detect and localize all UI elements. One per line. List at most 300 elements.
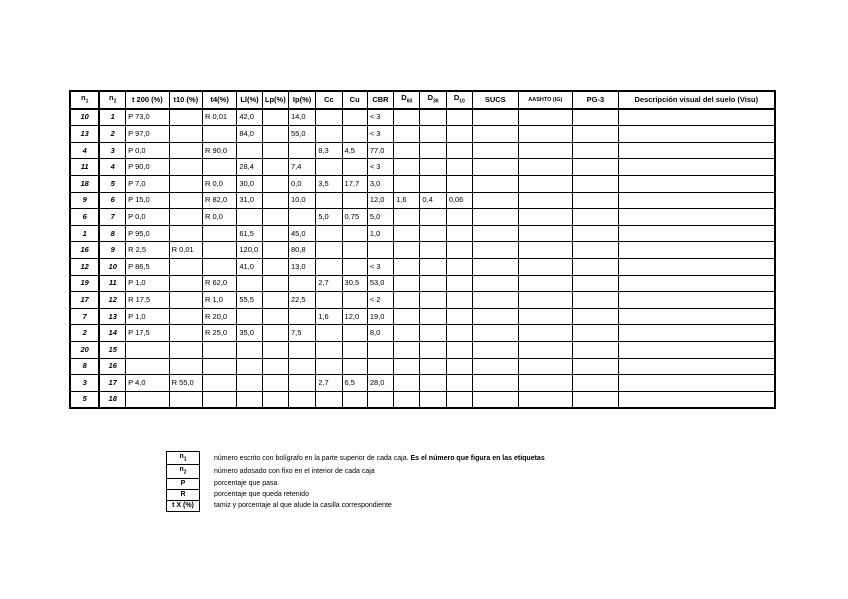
table-row: [70, 142, 775, 159]
table-cell: 2,7: [316, 275, 342, 292]
table-row: [70, 209, 775, 226]
table-cell: R 82,0: [202, 192, 236, 209]
table-cell: R 20,0: [202, 308, 236, 325]
table-cell: 61,5: [237, 225, 262, 242]
table-cell: [446, 142, 472, 159]
table-cell: P 73,0: [126, 109, 169, 126]
table-cell: 17,7: [342, 175, 367, 192]
col-header-aashto: AASHTO (IG): [518, 91, 573, 109]
table-cell: [473, 109, 519, 126]
table-cell: 3: [99, 142, 125, 159]
table-cell: 13,0: [288, 258, 315, 275]
table-cell: [262, 225, 288, 242]
table-cell: [126, 358, 169, 375]
table-cell: [316, 126, 342, 143]
table-cell: [420, 292, 446, 309]
table-cell: [518, 358, 573, 375]
table-cell: 16: [99, 358, 125, 375]
table-cell: [262, 258, 288, 275]
table-cell: [618, 275, 775, 292]
table-cell: 7: [99, 209, 125, 226]
table-row: [70, 242, 775, 259]
table-cell: [618, 225, 775, 242]
table-cell: P 97,0: [126, 126, 169, 143]
table-cell: [288, 275, 315, 292]
table-cell: 30,0: [237, 175, 262, 192]
table-row: [70, 292, 775, 309]
table-cell: [342, 341, 367, 358]
table-cell: [420, 126, 446, 143]
header-row: [70, 91, 775, 109]
table-cell: [446, 159, 472, 176]
table-cell: [420, 175, 446, 192]
table-cell: [169, 341, 202, 358]
table-cell: [342, 258, 367, 275]
table-cell: [473, 308, 519, 325]
table-cell: [316, 341, 342, 358]
table-cell: [518, 308, 573, 325]
table-cell: [518, 325, 573, 342]
table-cell: [394, 308, 420, 325]
table-cell: [394, 209, 420, 226]
table-cell: 8,3: [316, 142, 342, 159]
table-cell: [420, 275, 446, 292]
table-cell: [618, 375, 775, 392]
legend-item: [167, 500, 550, 511]
table-cell: 13: [70, 126, 99, 143]
table-cell: [573, 292, 619, 309]
table-cell: 14,0: [288, 109, 315, 126]
table-cell: [420, 341, 446, 358]
table-cell: [169, 126, 202, 143]
table-cell: [169, 109, 202, 126]
table-cell: [262, 375, 288, 392]
legend-symbol: P: [167, 478, 200, 489]
table-cell: [446, 175, 472, 192]
table-cell: 10,0: [288, 192, 315, 209]
table-cell: 55,0: [288, 126, 315, 143]
table-row: [70, 192, 775, 209]
table-cell: < 3: [367, 109, 393, 126]
table-cell: [262, 242, 288, 259]
table-cell: 12,0: [367, 192, 393, 209]
table-cell: [394, 341, 420, 358]
table-cell: 28,4: [237, 159, 262, 176]
table-cell: [446, 242, 472, 259]
table-cell: 18: [70, 175, 99, 192]
table-cell: [446, 225, 472, 242]
table-cell: [367, 242, 393, 259]
table-row: [70, 258, 775, 275]
table-cell: [342, 159, 367, 176]
table-cell: [446, 358, 472, 375]
table-cell: [316, 225, 342, 242]
table-cell: [262, 142, 288, 159]
table-cell: [288, 308, 315, 325]
col-header-d30: $D_{30}$: [420, 91, 446, 109]
table-cell: 19,0: [367, 308, 393, 325]
table-body: [70, 109, 775, 409]
table-cell: 8: [70, 358, 99, 375]
table-cell: [237, 142, 262, 159]
table-cell: [420, 209, 446, 226]
table-cell: [202, 242, 236, 259]
table-cell: [473, 341, 519, 358]
table-cell: 8: [99, 225, 125, 242]
table-cell: 8,0: [367, 325, 393, 342]
table-row: [70, 275, 775, 292]
table-cell: 9: [99, 242, 125, 259]
table-cell: [126, 341, 169, 358]
table-cell: 5,0: [316, 209, 342, 226]
table-cell: R 62,0: [202, 275, 236, 292]
table-cell: 0,4: [420, 192, 446, 209]
table-cell: 16: [70, 242, 99, 259]
table-cell: [288, 391, 315, 408]
table-cell: [237, 391, 262, 408]
table-cell: [618, 358, 775, 375]
legend-symbol: R: [167, 489, 200, 500]
table-cell: [342, 292, 367, 309]
table-cell: [367, 341, 393, 358]
table-cell: [573, 391, 619, 408]
table-cell: 45,0: [288, 225, 315, 242]
table-cell: R 0,0: [202, 209, 236, 226]
table-cell: [518, 209, 573, 226]
col-header-lp: Lp(%): [262, 91, 288, 109]
table-cell: [262, 308, 288, 325]
table-cell: [573, 242, 619, 259]
table-cell: 80,8: [288, 242, 315, 259]
table-cell: 53,0: [367, 275, 393, 292]
table-cell: 3: [70, 375, 99, 392]
table-cell: 12: [70, 258, 99, 275]
table-row: [70, 225, 775, 242]
table-cell: [288, 142, 315, 159]
table-cell: [573, 325, 619, 342]
table-cell: 2: [70, 325, 99, 342]
table-cell: 17: [70, 292, 99, 309]
legend-item: [167, 478, 550, 489]
table-cell: [618, 258, 775, 275]
table-cell: [473, 325, 519, 342]
table-cell: < 3: [367, 126, 393, 143]
table-cell: [573, 209, 619, 226]
table-cell: [446, 275, 472, 292]
table-cell: P 90,0: [126, 159, 169, 176]
table-cell: [316, 242, 342, 259]
table-cell: 1,6: [316, 308, 342, 325]
table-row: [70, 126, 775, 143]
table-cell: [237, 209, 262, 226]
table-cell: [262, 192, 288, 209]
table-cell: P 95,0: [126, 225, 169, 242]
table-cell: [420, 109, 446, 126]
table-cell: [169, 209, 202, 226]
legend-symbol: t X (%): [167, 500, 200, 511]
table-cell: [618, 209, 775, 226]
table-cell: [316, 292, 342, 309]
table-cell: [473, 175, 519, 192]
table-cell: [262, 209, 288, 226]
table-cell: [420, 225, 446, 242]
table-cell: [262, 391, 288, 408]
table-cell: [316, 192, 342, 209]
table-cell: [394, 159, 420, 176]
table-cell: [618, 292, 775, 309]
table-cell: [420, 391, 446, 408]
table-cell: [473, 258, 519, 275]
table-cell: R 0,01: [169, 242, 202, 259]
table-row: [70, 358, 775, 375]
table-cell: [446, 292, 472, 309]
table-cell: [316, 258, 342, 275]
table-cell: [237, 341, 262, 358]
table-cell: [473, 275, 519, 292]
table-cell: [342, 225, 367, 242]
col-header-description: Descripción visual del suelo (Visu): [618, 91, 775, 109]
table-cell: [573, 275, 619, 292]
table-cell: [237, 358, 262, 375]
table-cell: [202, 375, 236, 392]
table-cell: [573, 341, 619, 358]
col-header-d60: $D_{60}$: [394, 91, 420, 109]
table-row: [70, 375, 775, 392]
table-cell: 84,0: [237, 126, 262, 143]
table-cell: [518, 225, 573, 242]
table-cell: [618, 109, 775, 126]
table-cell: 42,0: [237, 109, 262, 126]
table-cell: [202, 341, 236, 358]
legend-body: [167, 452, 550, 512]
table-cell: [618, 341, 775, 358]
table-cell: [394, 109, 420, 126]
table-cell: 10: [99, 258, 125, 275]
table-row: [70, 175, 775, 192]
table-cell: [446, 341, 472, 358]
table-cell: [573, 375, 619, 392]
legend-description: número escrito con bolígrafo en la parte superior de cada caja. Es el número que figura en las etiquetas: [214, 454, 545, 462]
table-cell: 4,5: [342, 142, 367, 159]
table-cell: 5: [70, 391, 99, 408]
table-cell: R 90,0: [202, 142, 236, 159]
table-cell: [420, 258, 446, 275]
legend-item: [167, 489, 550, 500]
legend-description: porcentaje que queda retenido: [214, 491, 309, 499]
table-cell: [446, 375, 472, 392]
table-cell: 7: [70, 308, 99, 325]
table-cell: [342, 358, 367, 375]
table-cell: [169, 292, 202, 309]
table-cell: P 4,0: [126, 375, 169, 392]
table-cell: [262, 325, 288, 342]
table-cell: [169, 275, 202, 292]
table-cell: 18: [99, 391, 125, 408]
table-cell: 15: [99, 341, 125, 358]
col-header-cc: Cc: [316, 91, 342, 109]
table-cell: [518, 126, 573, 143]
table-cell: 14: [99, 325, 125, 342]
table-cell: P 1,0: [126, 275, 169, 292]
table-cell: [573, 109, 619, 126]
table-cell: 10: [70, 109, 99, 126]
table-cell: [169, 175, 202, 192]
table-cell: [420, 375, 446, 392]
table-cell: [202, 126, 236, 143]
table-cell: [473, 192, 519, 209]
table-cell: [316, 325, 342, 342]
table-cell: [288, 341, 315, 358]
table-cell: [446, 209, 472, 226]
table-cell: [316, 391, 342, 408]
table-cell: [316, 109, 342, 126]
table-cell: P 0,0: [126, 142, 169, 159]
table-row: [70, 325, 775, 342]
table-cell: [518, 109, 573, 126]
table-cell: 2: [99, 126, 125, 143]
col-header-sucs: SUCS: [473, 91, 519, 109]
table-cell: [342, 192, 367, 209]
table-cell: [367, 391, 393, 408]
table-cell: [262, 175, 288, 192]
col-header-pg3: PG-3: [573, 91, 619, 109]
table-cell: [473, 358, 519, 375]
table-cell: [202, 391, 236, 408]
table-cell: [420, 242, 446, 259]
table-cell: [237, 375, 262, 392]
table-cell: 41,0: [237, 258, 262, 275]
table-cell: [573, 159, 619, 176]
table-cell: [394, 242, 420, 259]
legend-description: tamiz y porcentaje al que alude la casilla correspondiente: [214, 502, 392, 510]
table-cell: [202, 258, 236, 275]
table-cell: [394, 142, 420, 159]
table-cell: < 3: [367, 159, 393, 176]
table-cell: P 7,0: [126, 175, 169, 192]
table-cell: [288, 375, 315, 392]
table-cell: 30,5: [342, 275, 367, 292]
table-cell: [473, 292, 519, 309]
table-cell: [262, 341, 288, 358]
table-cell: [342, 126, 367, 143]
table-cell: 12: [99, 292, 125, 309]
col-header-ip: Ip(%): [288, 91, 315, 109]
table-cell: [169, 142, 202, 159]
table-cell: [316, 358, 342, 375]
table-cell: 31,0: [237, 192, 262, 209]
table-cell: 6: [99, 192, 125, 209]
col-header-t4: t4(%): [202, 91, 236, 109]
table-cell: [473, 209, 519, 226]
table-cell: [518, 341, 573, 358]
table-cell: [394, 292, 420, 309]
table-cell: 120,0: [237, 242, 262, 259]
table-cell: [394, 358, 420, 375]
table-cell: [618, 308, 775, 325]
table-cell: P 15,0: [126, 192, 169, 209]
table-cell: [573, 126, 619, 143]
table-cell: [288, 209, 315, 226]
table-cell: 9: [70, 192, 99, 209]
table-cell: [262, 292, 288, 309]
table-cell: [169, 358, 202, 375]
table-cell: [473, 375, 519, 392]
table-cell: [394, 391, 420, 408]
table-cell: 7,4: [288, 159, 315, 176]
table-cell: [473, 225, 519, 242]
legend-description: número adosado con fixo en el interior de cada caja: [214, 468, 375, 476]
table-cell: 11: [70, 159, 99, 176]
table-cell: [446, 391, 472, 408]
table-row: [70, 159, 775, 176]
table-cell: [420, 142, 446, 159]
table-cell: [202, 358, 236, 375]
legend: [166, 451, 550, 512]
table-cell: [394, 375, 420, 392]
table-cell: [573, 142, 619, 159]
table-cell: [202, 159, 236, 176]
table-cell: 12,0: [342, 308, 367, 325]
table-cell: [202, 225, 236, 242]
table-cell: P 0,0: [126, 209, 169, 226]
table-cell: [169, 225, 202, 242]
table-cell: [618, 242, 775, 259]
table-cell: 77,0: [367, 142, 393, 159]
table-cell: [618, 192, 775, 209]
col-header-ll: Ll(%): [237, 91, 262, 109]
table-cell: [618, 325, 775, 342]
table-cell: 1,0: [367, 225, 393, 242]
table-cell: 28,0: [367, 375, 393, 392]
table-cell: 0,06: [446, 192, 472, 209]
table-cell: R 0,0: [202, 175, 236, 192]
table-cell: [342, 242, 367, 259]
col-header-d10: $D_{10}$: [446, 91, 472, 109]
table-cell: [420, 325, 446, 342]
table-cell: [446, 325, 472, 342]
table-cell: 11: [99, 275, 125, 292]
table-cell: [518, 292, 573, 309]
table-cell: [518, 175, 573, 192]
col-header-t10: t10 (%): [169, 91, 202, 109]
table-cell: [420, 358, 446, 375]
table-cell: [473, 159, 519, 176]
table-cell: [237, 308, 262, 325]
table-cell: P 1,0: [126, 308, 169, 325]
table-cell: [169, 325, 202, 342]
col-header-n2: $n_2$: [99, 91, 125, 109]
table-cell: 1: [99, 109, 125, 126]
table-cell: 7,5: [288, 325, 315, 342]
table-cell: [169, 308, 202, 325]
table-cell: [518, 192, 573, 209]
table-cell: 5,0: [367, 209, 393, 226]
table-cell: [573, 258, 619, 275]
table-cell: 4: [70, 142, 99, 159]
table-row: [70, 391, 775, 408]
table-cell: [367, 358, 393, 375]
table-cell: 17: [99, 375, 125, 392]
table-cell: [342, 391, 367, 408]
soil-samples-table: [69, 90, 776, 409]
table-cell: 0,0: [288, 175, 315, 192]
table-cell: [573, 225, 619, 242]
table-cell: [169, 192, 202, 209]
legend-item: [167, 452, 550, 465]
table-cell: [394, 126, 420, 143]
table-cell: 1: [70, 225, 99, 242]
table-cell: 22,5: [288, 292, 315, 309]
